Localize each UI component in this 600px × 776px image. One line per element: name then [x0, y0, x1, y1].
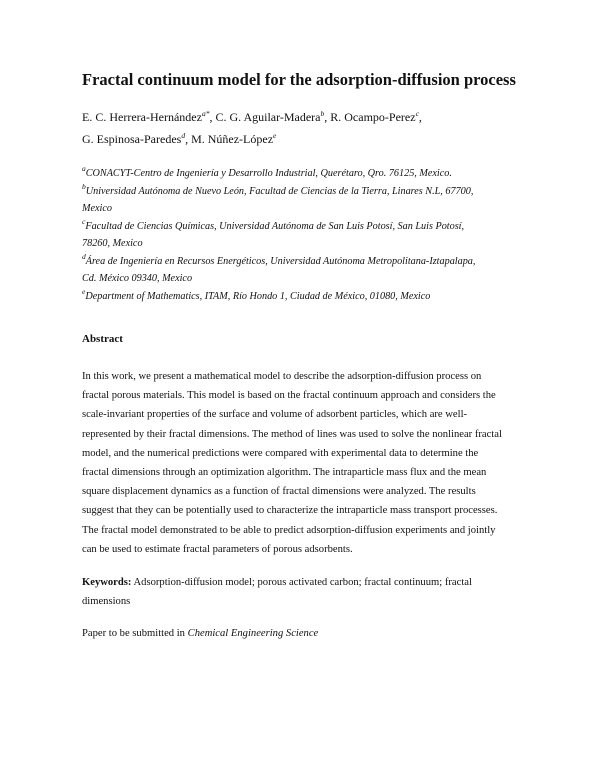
affiliation-text: Universidad Autónoma de Nuevo León, Facultad de Ciencias de la Tierra, Linares N.L, 67700, — [85, 185, 474, 197]
affiliation-c — [82, 218, 522, 253]
author-line-2 — [82, 128, 542, 150]
abstract-line: model, and the numerical predictions were compared with experimental data to determine the — [82, 447, 479, 459]
affiliation-mark: d — [82, 251, 86, 261]
author-affil-mark: c — [415, 109, 419, 118]
author-affil-mark: e — [273, 131, 277, 140]
keywords-text-continued: dimensions — [82, 596, 131, 608]
author-affil-mark: d — [181, 131, 186, 140]
abstract-line: scale-invariant properties of the surface and volume of adsorbent particles, which are well- — [82, 409, 468, 421]
keywords-text: Adsorption-diffusion model; porous activated carbon; fractal continuum; fractal — [131, 577, 472, 588]
abstract-line: fractal porous materials. This model is based on the fractal continuum approach and considers the — [82, 390, 496, 402]
author-separator: , — [324, 110, 331, 124]
affiliation-text: CONACYT-Centro de Ingeniería y Desarrollo Industrial, Querétaro, Qro. 76125, Mexico. — [85, 168, 452, 179]
affiliation-d — [82, 253, 522, 288]
author-separator: , — [185, 132, 192, 146]
affiliation-text: Facultad de Ciencias Químicas, Universidad Autónoma de San Luis Potosí, San Luis Potosí, — [85, 220, 465, 232]
affiliation-text-continued: Mexico — [82, 203, 112, 214]
journal-name: Chemical Engineering Science — [187, 628, 319, 639]
abstract-line: In this work, we present a mathematical model to describe the adsorption-diffusion process on — [82, 371, 482, 382]
author-name: G. Espinosa-Paredes — [82, 132, 182, 146]
affiliation-list — [82, 165, 522, 305]
submission-prefix: Paper to be submitted in — [82, 628, 188, 639]
affiliation-text-continued: Cd. México 09340, Mexico — [82, 273, 193, 284]
affiliation-mark: b — [82, 181, 86, 191]
author-name: C. G. Aguilar-Madera — [215, 110, 321, 124]
abstract-body — [82, 367, 512, 559]
affiliation-mark: a — [82, 164, 86, 173]
abstract-line: suggest that they can be potentially used to characterize the intraparticle mass transport processes. — [82, 505, 498, 517]
affiliation-mark: c — [82, 216, 86, 226]
affiliation-text: Department of Mathematics, ITAM, Río Hondo 1, Ciudad de México, 01080, Mexico — [85, 290, 431, 302]
author-list — [82, 106, 542, 150]
abstract-line: square displacement dynamics as a function of fractal dimensions were analyzed. The results — [82, 486, 476, 498]
author-name: E. C. Herrera-Hernández — [82, 110, 202, 124]
abstract-line: can be used to estimate fractal parameters of porous adsorbents. — [82, 543, 353, 555]
keywords-section — [82, 573, 522, 611]
affiliation-text: Área de Ingeniería en Recursos Energéticos, Universidad Autónoma Metropolitana-Iztapalapa, — [85, 255, 476, 267]
abstract-line: represented by their fractal dimensions. The method of lines was used to solve the nonlinear fractal — [82, 428, 502, 440]
author-name: R. Ocampo-Perez — [330, 110, 416, 124]
affiliation-a — [82, 165, 522, 183]
affiliation-mark: e — [82, 286, 86, 296]
abstract-line: fractal dimensions through an optimization algorithm. The intraparticle mass flux and the mean — [82, 466, 487, 478]
abstract-heading: Abstract — [82, 333, 123, 345]
author-affil-mark: b — [320, 109, 325, 118]
author-line-1 — [82, 106, 542, 128]
keywords-label: Keywords: — [82, 577, 132, 588]
keywords-line-1 — [82, 573, 522, 592]
author-separator: , — [209, 110, 216, 124]
submission-note — [82, 626, 318, 642]
affiliation-b — [82, 183, 522, 218]
paper-title: Fractal continuum model for the adsorption-diffusion process — [82, 70, 516, 89]
abstract-line: The fractal model demonstrated to be able to predict adsorption-diffusion experiments and jointly — [82, 524, 496, 536]
author-affil-mark: a* — [201, 109, 210, 118]
affiliation-text-continued: 78260, Mexico — [82, 238, 143, 249]
author-separator: , — [418, 110, 422, 124]
author-name: M. Núñez-López — [191, 132, 274, 146]
affiliation-e — [82, 288, 522, 306]
